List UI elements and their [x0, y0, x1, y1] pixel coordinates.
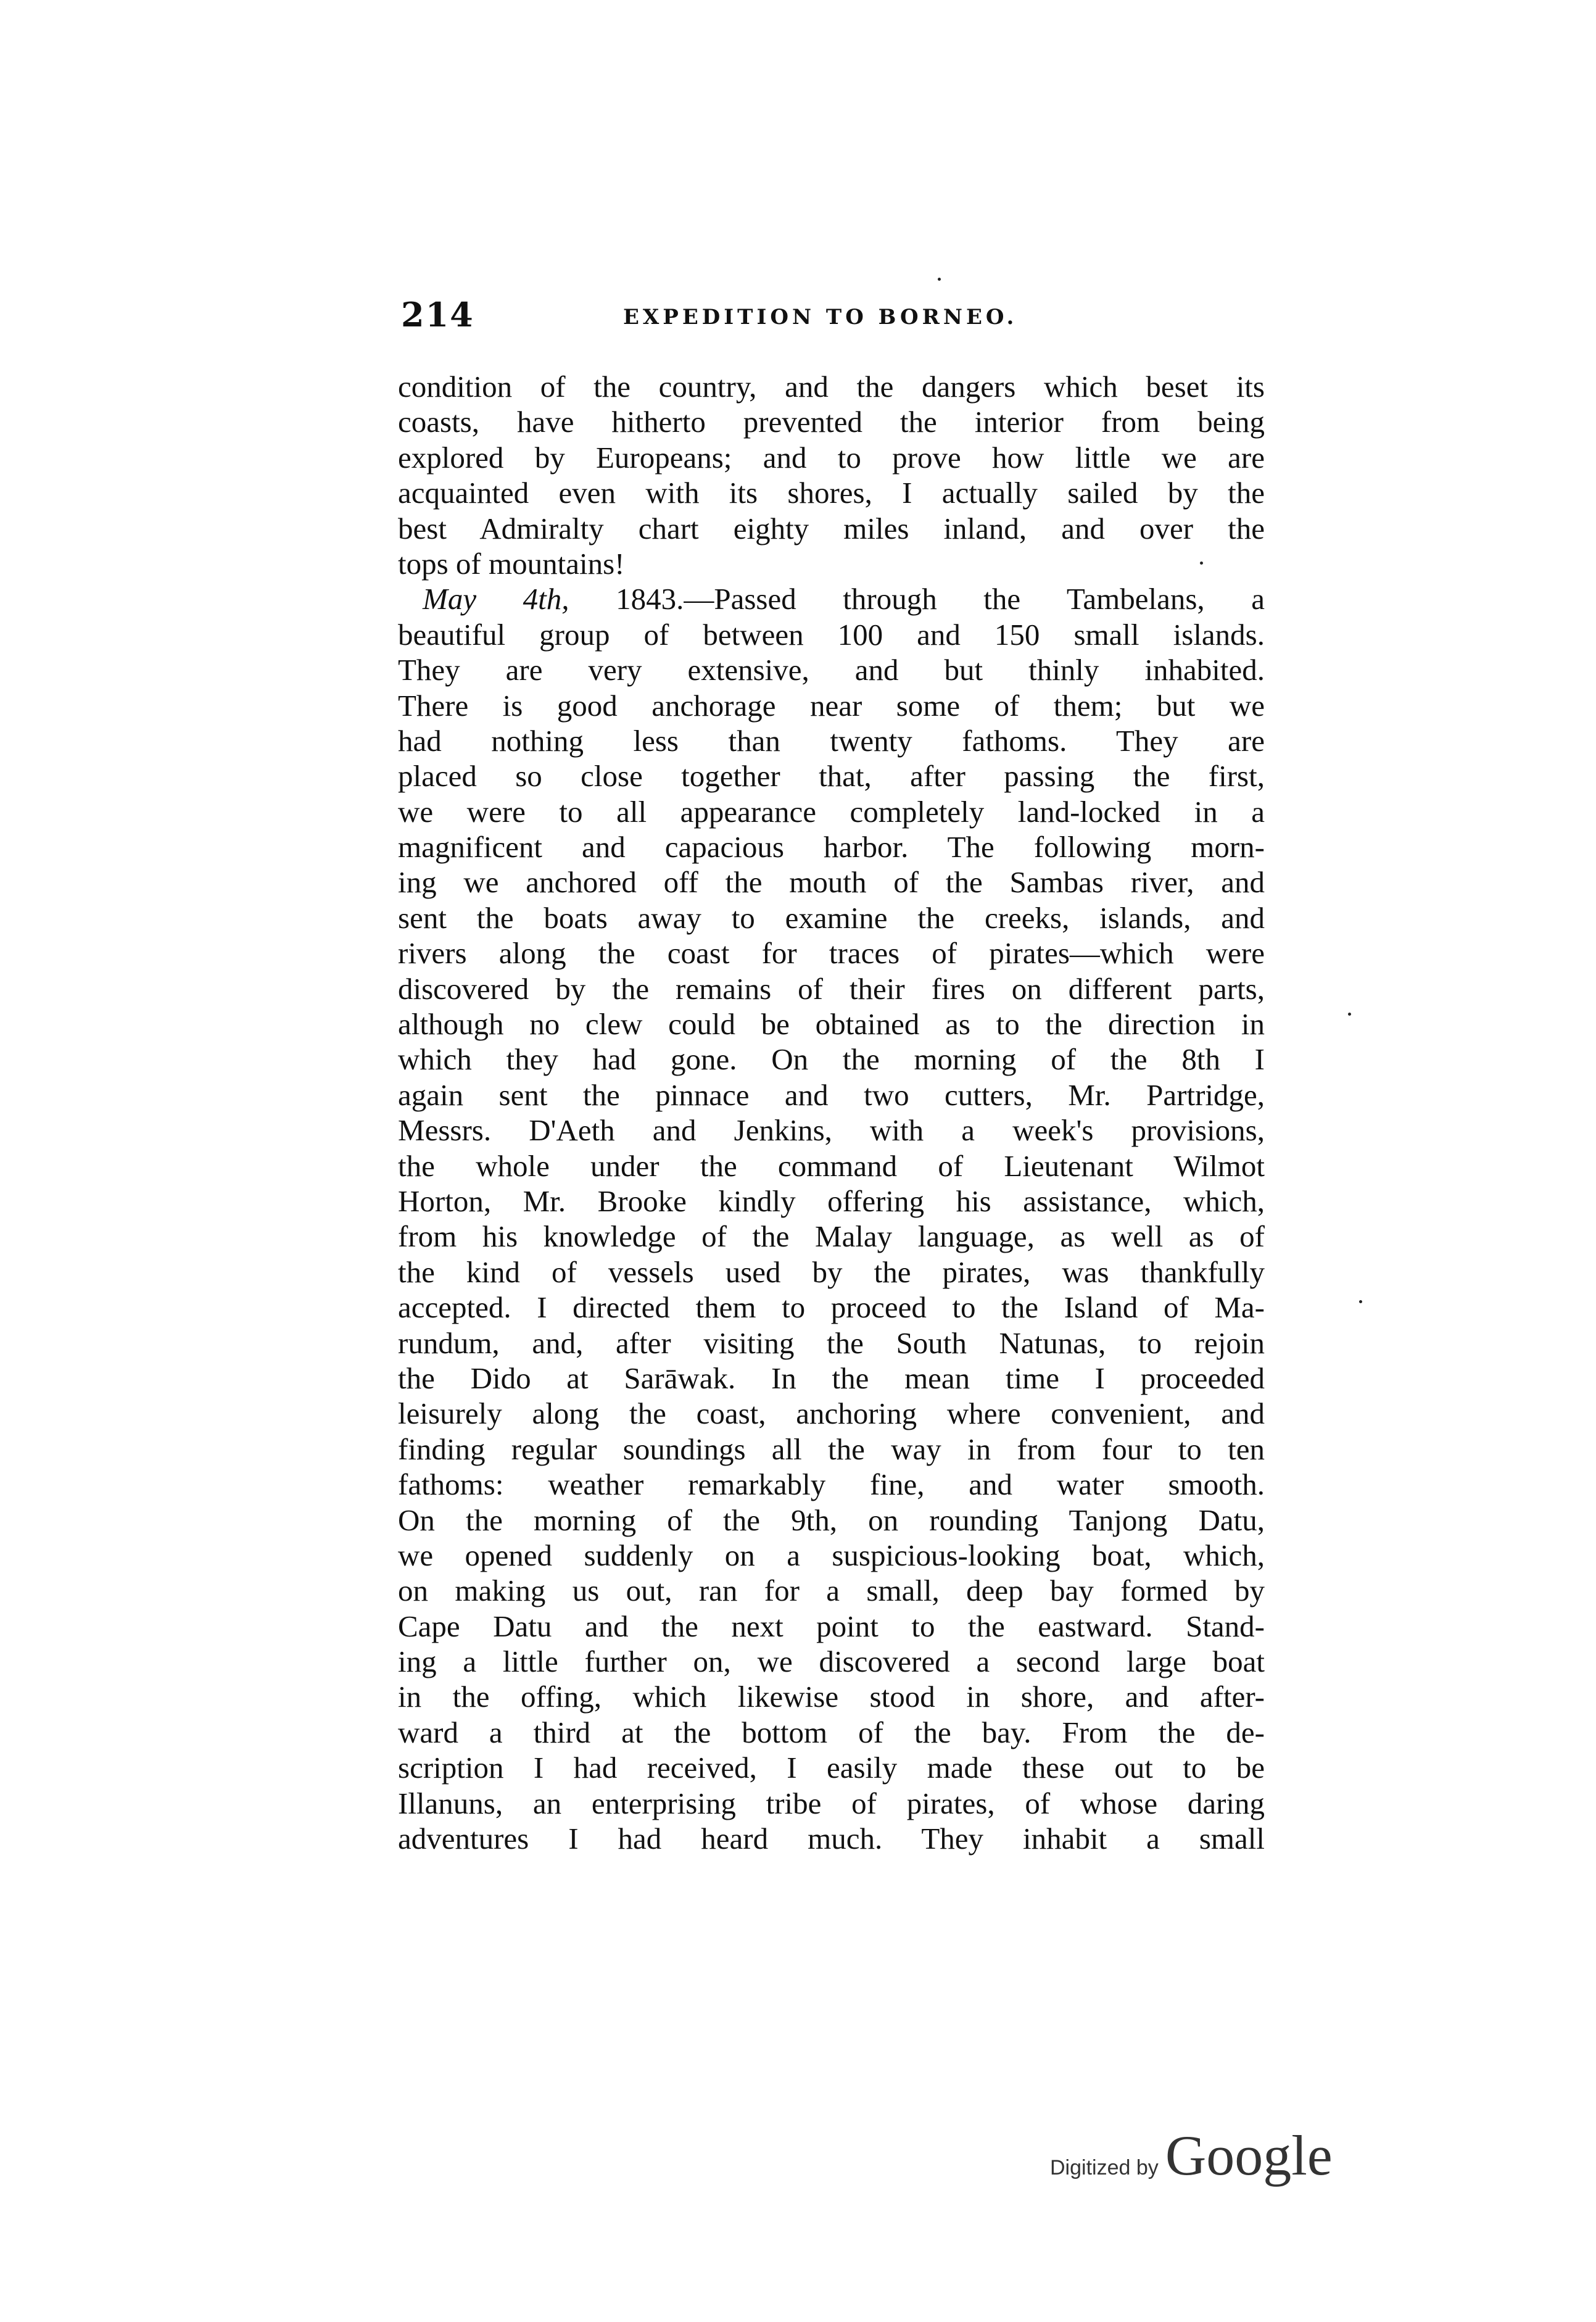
text-line: They are very extensive, and but thinly inhabited. [398, 653, 1265, 687]
page-number: 214 [401, 295, 474, 334]
text-line: the kind of vessels used by the pirates, was thankfully [398, 1254, 1265, 1289]
text-line: from his knowledge of the Malay language, as well as of [398, 1219, 1265, 1254]
text-line: scription I had received, I easily made these out to be [398, 1751, 1265, 1785]
text-line: On the morning of the 9th, on rounding Tanjong Datu, [398, 1503, 1265, 1537]
body-text [398, 369, 1265, 1856]
text-line: condition of the country, and the dangers which beset its [398, 370, 1265, 404]
text-line: adventures I had heard much. They inhabit a small [398, 1822, 1265, 1856]
text-line: May 4th, 1843.—Passed through the Tambelans, a [423, 582, 1265, 616]
text-line: Messrs. D'Aeth and Jenkins, with a week's provisions, [398, 1113, 1265, 1148]
text-line: acquainted even with its shores, I actually sailed by the [398, 476, 1265, 510]
text-line: ing we anchored off the mouth of the Sambas river, and [398, 865, 1265, 900]
text-line: discovered by the remains of their fires on different parts, [398, 971, 1265, 1006]
text-line: placed so close together that, after passing the first, [398, 759, 1265, 794]
text-line: ing a little further on, we discovered a second large boat [398, 1644, 1265, 1679]
text-line: Illanuns, an enterprising tribe of pirates, of whose daring [398, 1786, 1265, 1820]
text-line: Cape Datu and the next point to the eastward. Stand- [398, 1609, 1265, 1643]
text-line: on making us out, ran for a small, deep bay formed by [398, 1574, 1265, 1608]
text-line: coasts, have hitherto prevented the interior from being [398, 405, 1265, 439]
text-line: again sent the pinnace and two cutters, Mr. Partridge, [398, 1077, 1265, 1112]
dateline: May 4th, [423, 582, 569, 616]
running-head [401, 295, 1252, 338]
text-line: ward a third at the bottom of the bay. From the de- [398, 1715, 1265, 1749]
digitized-by-google-watermark [1050, 2123, 1333, 2187]
text-line: the Dido at Sarāwak. In the mean time I proceeded [398, 1361, 1265, 1395]
text-line: finding regular soundings all the way in from four to ten [398, 1432, 1265, 1466]
text-line: fathoms: weather remarkably fine, and water smooth. [398, 1467, 1265, 1502]
digitized-label: Digitized by [1050, 2156, 1159, 2179]
text-line: rundum, and, after visiting the South Natunas, to rejoin [398, 1325, 1265, 1360]
text-line: accepted. I directed them to proceed to the Island of Ma- [398, 1290, 1265, 1325]
text-line: There is good anchorage near some of them; but we [398, 688, 1265, 723]
text-line: in the offing, which likewise stood in shore, and after- [398, 1680, 1265, 1714]
text-line: we opened suddenly on a suspicious-looking boat, which, [398, 1538, 1265, 1572]
text-line: which they had gone. On the morning of the 8th I [398, 1042, 1265, 1077]
text-line: explored by Europeans; and to prove how little we are [398, 440, 1265, 475]
text-line: the whole under the command of Lieutenant Wilmot [398, 1148, 1265, 1183]
text-line: Horton, Mr. Brooke kindly offering his assistance, which, [398, 1184, 1265, 1218]
text-line: beautiful group of between 100 and 150 small islands. [398, 617, 1265, 652]
text-line: rivers along the coast for traces of pirates—which were [398, 936, 1265, 971]
text-line: tops of mountains! [398, 546, 625, 581]
running-title: EXPEDITION TO BORNEO. [623, 305, 1018, 330]
text-line: leisurely along the coast, anchoring where convenient, and [398, 1396, 1265, 1431]
text-line: had nothing less than twenty fathoms. They are [398, 723, 1265, 758]
google-logo: Google [1165, 2124, 1333, 2187]
text-line: best Admiralty chart eighty miles inland, and over the [398, 511, 1265, 545]
text-line: sent the boats away to examine the creeks, islands, and [398, 900, 1265, 935]
text-line: magnificent and capacious harbor. The following morn- [398, 830, 1265, 865]
text-line: we were to all appearance completely land-locked in a [398, 794, 1265, 829]
text-line: although no clew could be obtained as to the direction in [398, 1007, 1265, 1042]
